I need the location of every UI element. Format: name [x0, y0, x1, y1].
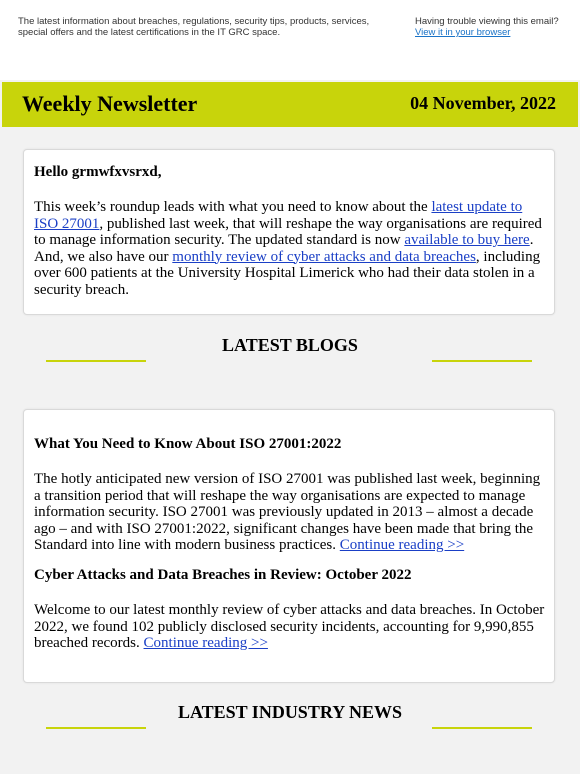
iso-update-link[interactable]: latest update to ISO 27001	[34, 199, 523, 232]
monthly-review-link[interactable]: monthly review of cyber attacks and data breaches	[172, 248, 476, 265]
continue-reading-link[interactable]: Continue reading >>	[143, 635, 268, 651]
latest-blogs-heading: LATEST BLOGS	[222, 335, 358, 355]
trouble-viewing-text: Having trouble viewing this email?	[415, 16, 559, 27]
blog-post-excerpt: The hotly anticipated new version of ISO 27001 was published last week, beginning a transition period that will reshape the way organisations are expected to manage information security. ISO 27001 was previously updated in 2013 – almost a decade ago – and with ISO 27001:2022, significant changes have been made that bring the Standard into line with modern business practices.	[34, 471, 541, 553]
greeting: Hello grmwfxvsrxd,	[34, 164, 162, 180]
heading-rule-right	[432, 727, 532, 729]
preheader-text: The latest information about breaches, regulations, security tips, products, services, special offers and the latest certifications in the IT GRC space.	[18, 16, 370, 38]
intro-paragraph	[34, 199, 544, 298]
intro-text-1: This week’s roundup leads with what you need to know about the	[34, 199, 432, 215]
continue-reading-link[interactable]: Continue reading >>	[339, 537, 465, 553]
blog-post-excerpt: Welcome to our latest monthly review of cyber attacks and data breaches. In October 2022, we found 102 publicly disclosed security incidents, accounting for 9,990,855 breached records.	[34, 602, 545, 651]
newsletter-date: 04 November, 2022	[410, 93, 556, 113]
blog-post-title: What You Need to Know About ISO 27001:2022	[34, 436, 342, 452]
intro-text-2: , published last week, that will reshape the way organisations are required to manage information security. The updated standard is now	[34, 215, 542, 248]
blog-post-body	[34, 602, 546, 652]
latest-industry-news-heading: LATEST INDUSTRY NEWS	[177, 702, 403, 722]
buy-standard-link[interactable]: available to buy here	[404, 232, 530, 248]
blogs-card	[23, 409, 555, 683]
intro-text-3: . And, we also have our	[34, 232, 534, 265]
newsletter-banner	[2, 82, 578, 127]
heading-rule-left	[46, 360, 146, 362]
heading-rule-left	[46, 727, 146, 729]
view-in-browser-link[interactable]: View it in your browser	[415, 27, 511, 38]
heading-rule-right	[432, 360, 532, 362]
intro-text-4: , including over 600 patients at the University Hospital Limerick who had their data stolen in a security breach.	[34, 248, 541, 298]
blog-post-title: Cyber Attacks and Data Breaches in Review: October 2022	[34, 567, 412, 583]
preheader	[0, 0, 580, 80]
blog-post-body	[34, 471, 546, 554]
intro-card	[23, 149, 555, 315]
newsletter-title: Weekly Newsletter	[22, 91, 198, 116]
browser-view-block	[415, 16, 575, 38]
